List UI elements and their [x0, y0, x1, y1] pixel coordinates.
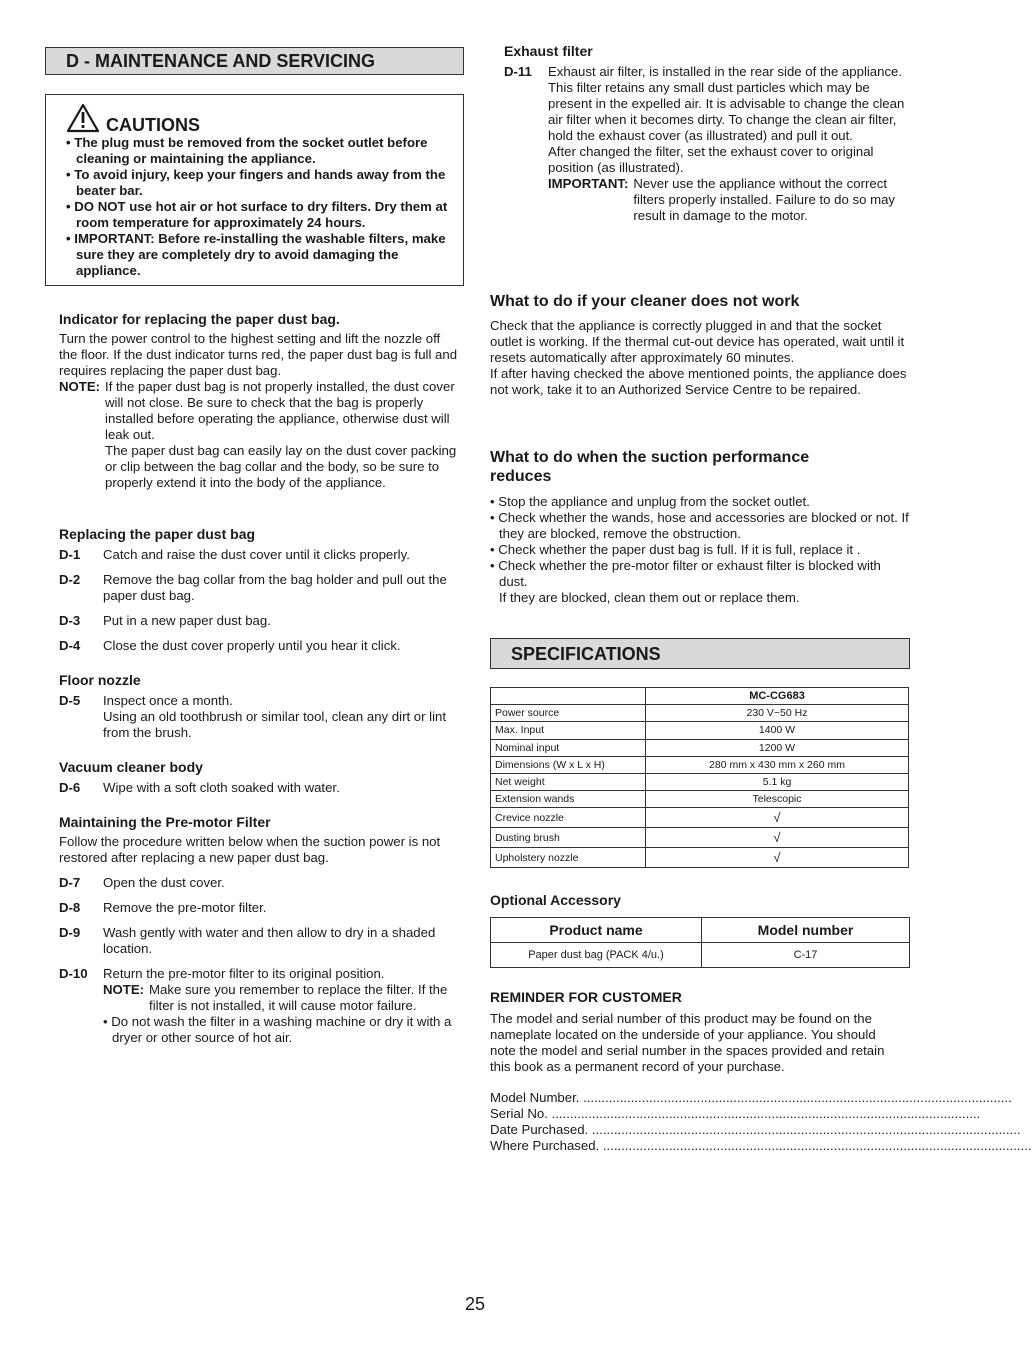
step-label: D-9	[59, 925, 81, 940]
page-number: 25	[465, 1294, 486, 1314]
cautions-title: CAUTIONS	[106, 115, 200, 135]
step-label: D-3	[59, 613, 81, 628]
spec-value: 230 V~50 Hz	[646, 705, 909, 722]
reminder-text: The model and serial number of this product may be found on the nameplate located on the underside of your appliance. You should note the model and serial number in the spaces provided and retain this book as a permanent record of your purchase.	[490, 1011, 885, 1074]
step-text: This filter retains any small dust particles which may be present in the expelled air. It is advisable to change the clean air filter when it becomes dirty. To change the clean air filter, hold the exhaust cover (as illustrated) and pull it out.	[548, 80, 905, 143]
replacing-heading: Replacing the paper dust bag	[59, 526, 256, 542]
step-text: Catch and raise the dust cover until it clicks properly.	[103, 547, 410, 562]
body-section	[59, 759, 459, 805]
step-label: D-6	[59, 780, 81, 795]
premotor-section	[59, 814, 459, 1055]
table-row	[491, 688, 909, 705]
step-row	[504, 64, 909, 224]
caution-item: • IMPORTANT: Before re-installing the washable filters, make sure they are completely dry to avoid damaging the appliance.	[66, 231, 446, 278]
suction-item: • Check whether the wands, hose and accessories are blocked or not. If they are blocked, remove the obstruction.	[490, 510, 909, 541]
step-row	[59, 900, 459, 916]
record-field: Model Number. .....................................................................................................................	[490, 1090, 1012, 1105]
step-row	[59, 966, 459, 1046]
spec-key: Max. Input	[491, 722, 646, 739]
specs-title-text: SPECIFICATIONS	[511, 644, 661, 664]
step-label: D-2	[59, 572, 81, 587]
specs-table	[490, 687, 909, 868]
caution-item: • DO NOT use hot air or hot surface to dry filters. Dry them at room temperature for approximately 24 hours.	[66, 199, 448, 230]
spec-key: Extension wands	[491, 791, 646, 808]
step-text: Return the pre-motor filter to its original position.	[103, 966, 385, 981]
premotor-heading: Maintaining the Pre-motor Filter	[59, 814, 271, 830]
table-row	[491, 791, 909, 808]
not-work-section	[490, 292, 910, 398]
note-text: The paper dust bag can easily lay on the dust cover packing or clip between the bag collar and the body, so be sure to properly extend it into the body of the appliance.	[105, 443, 457, 490]
spec-value: √	[646, 828, 909, 848]
step-text: Put in a new paper dust bag.	[103, 613, 271, 628]
note-label: NOTE:	[59, 379, 101, 394]
note-text: If the paper dust bag is not properly installed, the dust cover will not close. Be sure to check that the bag is properly installed before operating the appliance, otherwise dust will leak out.	[105, 379, 455, 442]
spec-value: √	[646, 808, 909, 828]
section-title	[45, 47, 464, 75]
reminder-section	[490, 989, 1032, 1154]
floor-heading: Floor nozzle	[59, 672, 141, 688]
suction-item: • Check whether the paper dust bag is full. If it is full, replace it .	[490, 542, 861, 557]
table-row	[491, 739, 909, 756]
note-label: NOTE:	[103, 982, 145, 997]
step-text: Wash gently with water and then allow to dry in a shaded location.	[103, 925, 436, 956]
d10-note	[103, 982, 459, 1014]
spec-key: Power source	[491, 705, 646, 722]
indicator-note	[59, 379, 459, 491]
spec-value: 1400 W	[646, 722, 909, 739]
step-row	[59, 925, 459, 957]
record-field: Date Purchased. .....................................................................................................................	[490, 1122, 1021, 1137]
record-field: Serial No. .....................................................................................................................	[490, 1106, 981, 1121]
record-field: Where Purchased. .....................................................................................................................	[490, 1138, 1032, 1153]
column-header: Product name	[491, 918, 702, 943]
suction-heading: What to do when the suction performance reduces	[490, 449, 810, 485]
table-cell	[491, 688, 646, 705]
note-text: Make sure you remember to replace the filter. If the filter is not installed, it will cause motor failure.	[149, 982, 448, 1013]
caution-item: • To avoid injury, keep your fingers and hands away from the beater bar.	[66, 167, 446, 198]
step-label: D-1	[59, 547, 81, 562]
step-row	[59, 693, 459, 741]
spec-key: Nominal input	[491, 739, 646, 756]
step-label: D-5	[59, 693, 81, 708]
step-text: Close the dust cover properly until you hear it click.	[103, 638, 401, 653]
step-text: Wipe with a soft cloth soaked with water.	[103, 780, 340, 795]
spec-key: Net weight	[491, 773, 646, 790]
exhaust-section	[504, 43, 909, 233]
model-header: MC-CG683	[646, 688, 909, 705]
body-heading: Vacuum cleaner body	[59, 759, 203, 775]
spec-value: √	[646, 848, 909, 868]
spec-key: Dimensions (W x L x H)	[491, 756, 646, 773]
table-row	[491, 808, 909, 828]
suction-tail: If they are blocked, clean them out or replace them.	[499, 590, 800, 605]
table-row	[491, 828, 909, 848]
table-row	[491, 943, 910, 968]
premotor-intro: Follow the procedure written below when the suction power is not restored after replacing a new paper dust bag.	[59, 834, 441, 865]
exhaust-heading: Exhaust filter	[504, 43, 593, 59]
field-label: Date Purchased.	[490, 1122, 589, 1137]
step-text: Open the dust cover.	[103, 875, 225, 890]
step-label: D-8	[59, 900, 81, 915]
step-label: D-4	[59, 638, 81, 653]
step-text: Remove the bag collar from the bag holder and pull out the paper dust bag.	[103, 572, 447, 603]
not-work-heading: What to do if your cleaner does not work	[490, 293, 800, 310]
table-row	[491, 705, 909, 722]
spec-value: Telescopic	[646, 791, 909, 808]
table-row	[491, 756, 909, 773]
specs-title	[490, 638, 910, 669]
table-row	[491, 918, 910, 943]
cautions-box	[45, 94, 464, 286]
warning-icon	[66, 103, 100, 137]
d10-bullet: • Do not wash the filter in a washing machine or dry it with a dryer or other source of hot air.	[103, 1014, 452, 1045]
step-row	[59, 572, 459, 604]
important-text: Never use the appliance without the correct filters properly installed. Failure to do so may result in damage to the motor.	[633, 176, 896, 223]
not-work-text: If after having checked the above mentioned points, the appliance does not work, take it to an Authorized Service Centre to be repaired.	[490, 366, 907, 397]
table-row	[491, 848, 909, 868]
step-label: D-7	[59, 875, 81, 890]
indicator-body: Turn the power control to the highest setting and lift the nozzle off the floor. If the dust indicator turns red, the paper dust bag is full and requires replacing the paper dust bag.	[59, 331, 458, 378]
suction-section	[490, 448, 910, 606]
step-row	[59, 638, 459, 654]
indicator-heading: Indicator for replacing the paper dust bag.	[59, 311, 340, 327]
suction-item: • Stop the appliance and unplug from the socket outlet.	[490, 494, 810, 509]
step-text: Inspect once a month.	[103, 693, 233, 708]
caution-item: • The plug must be removed from the socket outlet before cleaning or maintaining the appliance.	[66, 135, 428, 166]
not-work-text: Check that the appliance is correctly plugged in and that the socket outlet is working. If the thermal cut-out device has operated, wait until it resets automatically after approximately 60 minutes.	[490, 318, 905, 365]
column-header: Model number	[702, 918, 910, 943]
step-text: Using an old toothbrush or similar tool, clean any dirt or lint from the brush.	[103, 709, 447, 740]
step-row	[59, 613, 459, 629]
optional-table	[490, 917, 910, 968]
step-label: D-10	[59, 966, 88, 981]
table-cell: C-17	[702, 943, 910, 968]
table-row	[491, 773, 909, 790]
important-note	[548, 176, 909, 224]
floor-section	[59, 672, 459, 750]
reminder-heading: REMINDER FOR CUSTOMER	[490, 989, 682, 1005]
step-text: After changed the filter, set the exhaust cover to original position (as illustrated).	[548, 144, 874, 175]
table-row	[491, 722, 909, 739]
section-title-text: D - MAINTENANCE AND SERVICING	[66, 51, 376, 71]
cautions-list	[66, 135, 460, 279]
important-label: IMPORTANT:	[548, 176, 629, 191]
step-text: Exhaust air filter, is installed in the rear side of the appliance.	[548, 64, 903, 79]
spec-value: 280 mm x 430 mm x 260 mm	[646, 756, 909, 773]
spec-value: 5.1 kg	[646, 773, 909, 790]
spec-value: 1200 W	[646, 739, 909, 756]
step-row	[59, 547, 459, 563]
step-row	[59, 875, 459, 891]
optional-heading: Optional Accessory	[490, 892, 621, 908]
spec-key: Dusting brush	[491, 828, 646, 848]
spec-key: Upholstery nozzle	[491, 848, 646, 868]
spec-key: Crevice nozzle	[491, 808, 646, 828]
step-label: D-11	[504, 64, 532, 79]
step-row	[59, 780, 459, 796]
field-label: Where Purchased.	[490, 1138, 600, 1153]
field-label: Serial No.	[490, 1106, 548, 1121]
replacing-section	[59, 526, 459, 663]
indicator-section	[59, 311, 459, 491]
step-text: Remove the pre-motor filter.	[103, 900, 267, 915]
field-label: Model Number.	[490, 1090, 580, 1105]
suction-item: • Check whether the pre-motor filter or exhaust filter is blocked with dust.	[490, 558, 881, 589]
table-cell: Paper dust bag (PACK 4/u.)	[491, 943, 702, 968]
